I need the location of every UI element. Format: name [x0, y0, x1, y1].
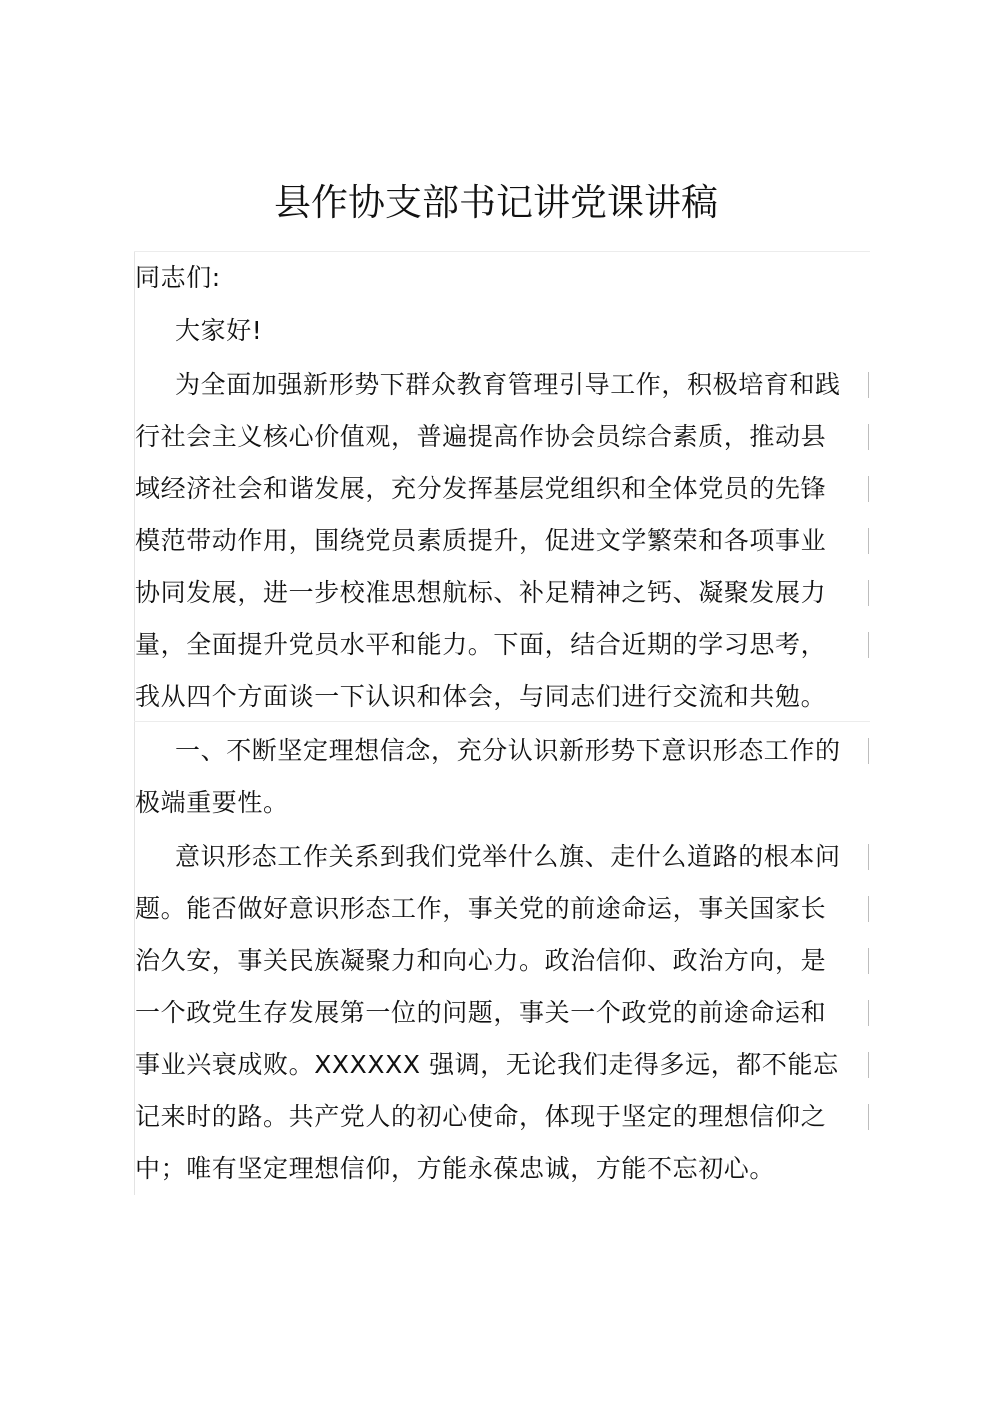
paragraph-line: 一个政党生存发展第一位的问题，事关一个政党的前途命运和 — [135, 998, 827, 1027]
right-margin-mark — [868, 948, 869, 974]
paragraph-line: 模范带动作用，围绕党员素质提升，促进文学繁荣和各项事业 — [135, 526, 827, 555]
paragraph-line: 意识形态工作关系到我们党举什么旗、走什么道路的根本问 — [175, 842, 841, 871]
right-margin-mark — [868, 632, 869, 658]
paragraph-line: 事业兴衰成败。XXXXXX 强调，无论我们走得多远，都不能忘 — [135, 1050, 839, 1079]
paragraph-line: 量，全面提升党员水平和能力。下面，结合近期的学习思考， — [135, 630, 827, 659]
section-heading-line: 极端重要性。 — [135, 788, 289, 817]
right-margin-mark — [868, 1052, 869, 1078]
section-heading-line: 一、不断坚定理想信念，充分认识新形势下意识形态工作的 — [175, 736, 841, 765]
right-margin-mark — [868, 528, 869, 554]
paragraph-line: 协同发展，进一步校准思想航标、补足精神之钙、凝聚发展力 — [135, 578, 827, 607]
right-margin-mark — [868, 580, 869, 606]
divider-top — [134, 251, 870, 252]
right-margin-mark — [868, 476, 869, 502]
paragraph-line: 题。能否做好意识形态工作，事关党的前途命运，事关国家长 — [135, 894, 827, 923]
right-margin-mark — [868, 424, 869, 450]
divider-paragraph — [134, 721, 870, 722]
paragraph-line: 中；唯有坚定理想信仰，方能永葆忠诚，方能不忘初心。 — [135, 1154, 776, 1183]
paragraph-line: 我从四个方面谈一下认识和体会，与同志们进行交流和共勉。 — [135, 682, 827, 711]
greeting: 大家好! — [175, 316, 263, 345]
right-margin-mark — [868, 372, 869, 398]
right-margin-mark — [868, 896, 869, 922]
right-margin-mark — [868, 844, 869, 870]
paragraph-line: 行社会主义核心价值观，普遍提高作协会员综合素质，推动县 — [135, 422, 827, 451]
right-margin-mark — [868, 738, 869, 764]
paragraph-line: 为全面加强新形势下群众教育管理引导工作，积极培育和践 — [175, 370, 841, 399]
salutation: 同志们: — [135, 263, 221, 292]
right-margin-mark — [868, 1000, 869, 1026]
document-title: 县作协支部书记讲党课讲稿 — [274, 181, 718, 224]
paragraph-line: 记来时的路。共产党人的初心使命，体现于坚定的理想信仰之 — [135, 1102, 827, 1131]
paragraph-line: 域经济社会和谐发展，充分发挥基层党组织和全体党员的先锋 — [135, 474, 827, 503]
paragraph-line: 治久安，事关民族凝聚力和向心力。政治信仰、政治方向，是 — [135, 946, 827, 975]
right-margin-mark — [868, 1104, 869, 1130]
